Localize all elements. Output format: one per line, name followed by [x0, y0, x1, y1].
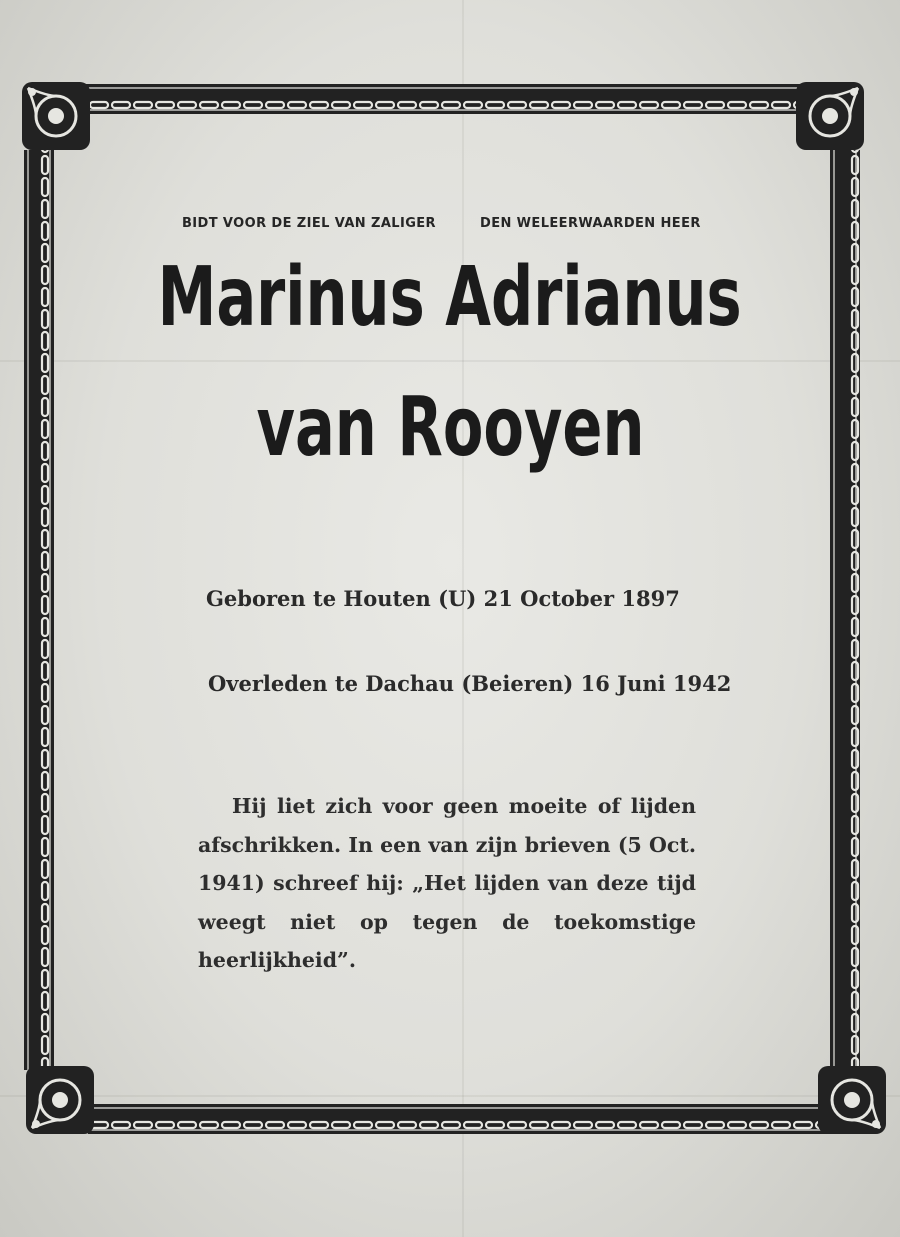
deceased-name-line-1 [0, 248, 900, 348]
corner-ornament-bottom-left [26, 1066, 94, 1134]
deceased-first-names: Marinus Adrianus [157, 250, 743, 345]
deceased-surname: van Rooyen [255, 380, 645, 475]
header-title-text: DEN WELEERWAARDEN HEER [480, 216, 701, 231]
deceased-name-line-2 [0, 378, 900, 478]
corner-ornament-bottom-right [818, 1066, 886, 1134]
corner-ornament-top-left [22, 82, 90, 150]
corner-ornament-top-right [796, 82, 864, 150]
birth-line: Geboren te Houten (U) 21 October 1897 [206, 586, 680, 611]
header-prayer-text: BIDT VOOR DE ZIEL VAN ZALIGER [182, 216, 436, 231]
quote-paragraph: Hij liet zich voor geen moeite of lijden afschrikken. In een van zijn brieven (5 Oct. 1941) schreef hij: „Het lijden van deze tijd weegt niet op tegen de toekomstige heerlijkheid”. [198, 794, 696, 972]
death-line: Overleden te Dachau (Beieren) 16 Juni 1942 [208, 671, 732, 696]
